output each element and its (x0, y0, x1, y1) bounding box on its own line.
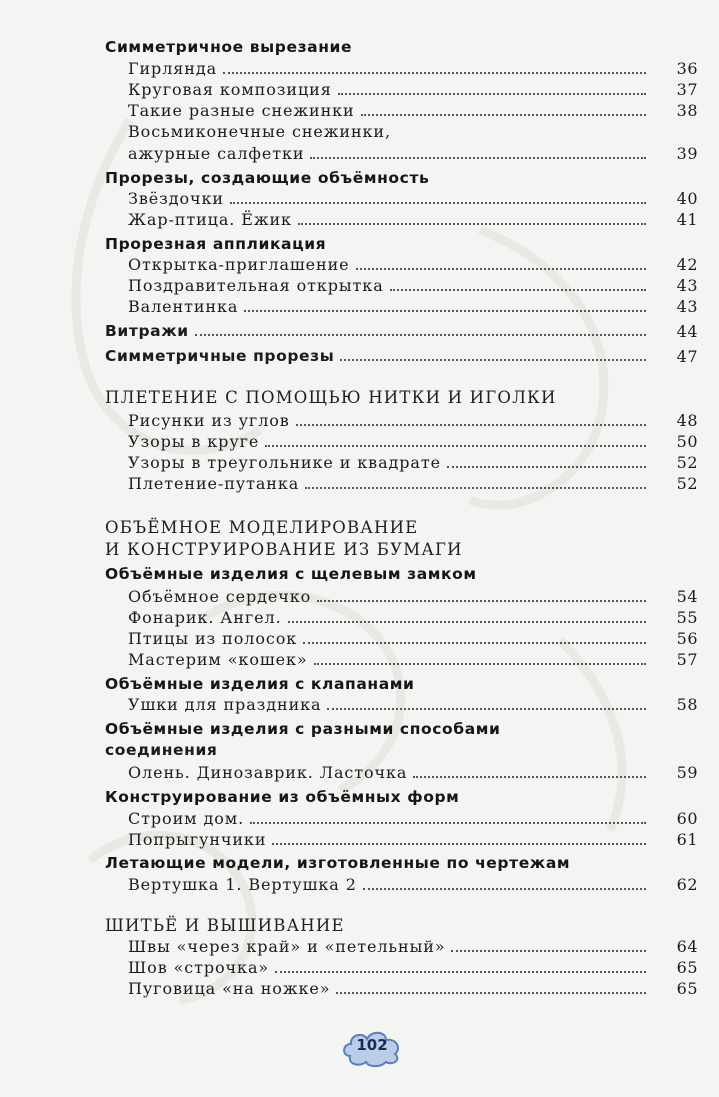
entry-page: 62 (676, 875, 698, 894)
entry-title-line2: ажурные салфетки (128, 144, 305, 163)
toc-entry[interactable] (128, 79, 698, 100)
group-heading: Витражи (105, 322, 189, 340)
entry-page: 38 (676, 101, 698, 120)
entry-page: 52 (676, 453, 698, 472)
dot-leader (336, 992, 646, 994)
toc-entry[interactable] (128, 254, 698, 275)
page-number-badge (340, 1026, 404, 1068)
toc-entry[interactable] (128, 936, 698, 957)
entry-title: Шов «строчка» (128, 958, 270, 977)
entry-page: 36 (676, 59, 698, 78)
entry-title: Попрыгунчики (128, 830, 267, 849)
dot-leader (317, 600, 646, 602)
toc-entry[interactable] (128, 431, 698, 452)
dot-leader (265, 445, 646, 447)
group-heading-line2: соединения (105, 741, 218, 759)
dot-leader (363, 888, 646, 890)
group-heading: Симметричное вырезание (105, 38, 353, 56)
entry-title: Поздравительная открытка (128, 276, 384, 295)
section-heading-line1: ОБЪЁМНОЕ МОДЕЛИРОВАНИЕ (105, 518, 419, 537)
group-heading: Объёмные изделия с клапанами (105, 675, 415, 693)
entry-page: 40 (676, 189, 698, 208)
toc-group-entry[interactable] (105, 346, 698, 367)
entry-title-line1: Восьмиконечные снежинки, (128, 122, 391, 141)
toc-group-entry[interactable] (105, 321, 698, 342)
entry-page: 50 (676, 432, 698, 451)
dot-leader (340, 359, 646, 361)
toc-entry[interactable] (128, 296, 698, 317)
group-heading: Прорезы, создающие объёмность (105, 169, 430, 187)
entry-page: 47 (676, 347, 698, 366)
toc-entry[interactable] (128, 829, 698, 850)
entry-page: 64 (676, 937, 698, 956)
dot-leader (296, 424, 646, 426)
entry-page: 61 (676, 830, 698, 849)
dot-leader (195, 334, 646, 336)
dot-leader (310, 157, 646, 159)
toc-entry[interactable] (128, 209, 698, 230)
entry-page: 56 (676, 629, 698, 648)
entry-title: Олень. Динозаврик. Ласточка (128, 763, 408, 782)
entry-title: Валентинка (128, 297, 239, 316)
dot-leader (447, 466, 646, 468)
group-heading: Конструирование из объёмных форм (105, 788, 460, 806)
toc-entry[interactable] (128, 275, 698, 296)
dot-leader (272, 843, 646, 845)
group-heading-line1: Объёмные изделия с разными способами (105, 720, 501, 738)
entry-title: Узоры в круге (128, 432, 260, 451)
entry-page: 44 (676, 322, 698, 341)
dot-leader (250, 822, 646, 824)
entry-title: Круговая композиция (128, 80, 332, 99)
group-heading: Симметричные прорезы (105, 347, 335, 365)
entry-title: Рисунки из углов (128, 411, 290, 430)
dot-leader (356, 268, 646, 270)
entry-page: 58 (676, 695, 698, 714)
toc-entry[interactable] (128, 100, 698, 121)
dot-leader (338, 93, 646, 95)
toc-entry[interactable] (128, 762, 698, 783)
toc-entry[interactable] (128, 452, 698, 473)
dot-leader (413, 776, 646, 778)
section-heading: ШИТЬЁ И ВЫШИВАНИЕ (105, 916, 345, 935)
dot-leader (223, 72, 646, 74)
entry-page: 43 (676, 276, 698, 295)
dot-leader (244, 310, 646, 312)
entry-page: 60 (676, 809, 698, 828)
page-number: 102 (356, 1036, 388, 1054)
entry-page: 43 (676, 297, 698, 316)
toc-entry[interactable] (128, 58, 698, 79)
dot-leader (305, 487, 646, 489)
toc-entry[interactable] (128, 410, 698, 431)
dot-leader (361, 114, 646, 116)
entry-page: 65 (676, 979, 698, 998)
group-heading: Летающие модели, изготовленные по чертежам (105, 854, 571, 872)
dot-leader (451, 950, 646, 952)
entry-page: 48 (676, 411, 698, 430)
toc-entry[interactable] (128, 586, 698, 607)
entry-title: Мастерим «кошек» (128, 650, 308, 669)
group-heading: Прорезная аппликация (105, 235, 327, 253)
dot-leader (390, 289, 646, 291)
entry-page: 39 (676, 144, 698, 163)
group-heading: Объёмные изделия с щелевым замком (105, 565, 477, 583)
dot-leader (230, 202, 646, 204)
entry-title: Жар-птица. Ёжик (128, 210, 292, 229)
toc-entry[interactable] (128, 874, 698, 895)
entry-title: Такие разные снежинки (128, 101, 355, 120)
toc-entry[interactable] (128, 143, 698, 164)
entry-page: 52 (676, 474, 698, 493)
toc-entry[interactable] (128, 607, 698, 628)
entry-page: 41 (676, 210, 698, 229)
toc-entry[interactable] (128, 628, 698, 649)
entry-title: Швы «через край» и «петельный» (128, 937, 446, 956)
toc-entry[interactable] (128, 808, 698, 829)
toc-entry[interactable] (128, 188, 698, 209)
entry-page: 57 (676, 650, 698, 669)
entry-page: 59 (676, 763, 698, 782)
dot-leader (327, 708, 646, 710)
dot-leader (314, 663, 646, 665)
entry-title: Звёздочки (128, 189, 224, 208)
dot-leader (303, 642, 646, 644)
dot-leader (288, 621, 646, 623)
toc-entry[interactable] (128, 473, 698, 494)
section-heading: ПЛЕТЕНИЕ С ПОМОЩЬЮ НИТКИ И ИГОЛКИ (105, 388, 557, 407)
toc-entry[interactable] (128, 649, 698, 670)
entry-title: Ушки для праздника (128, 695, 322, 714)
toc-entry[interactable] (128, 978, 698, 999)
entry-page: 65 (676, 958, 698, 977)
entry-page: 37 (676, 80, 698, 99)
entry-title: Открытка-приглашение (128, 255, 350, 274)
entry-title: Гирлянда (128, 59, 218, 78)
toc-entry[interactable] (128, 957, 698, 978)
entry-title: Птицы из полосок (128, 629, 298, 648)
entry-title: Вертушка 1. Вертушка 2 (128, 875, 357, 894)
entry-title: Строим дом. (128, 809, 245, 828)
entry-title: Плетение-путанка (128, 474, 300, 493)
dot-leader (275, 971, 646, 973)
entry-page: 42 (676, 255, 698, 274)
dot-leader (298, 223, 646, 225)
entry-title: Фонарик. Ангел. (128, 608, 282, 627)
entry-page: 54 (676, 587, 698, 606)
entry-title: Узоры в треугольнике и квадрате (128, 453, 441, 472)
entry-title: Объёмное сердечко (128, 587, 312, 606)
entry-title: Пуговица «на ножке» (128, 979, 331, 998)
section-heading-line2: И КОНСТРУИРОВАНИЕ ИЗ БУМАГИ (105, 540, 463, 559)
toc-entry[interactable] (128, 694, 698, 715)
entry-page: 55 (676, 608, 698, 627)
